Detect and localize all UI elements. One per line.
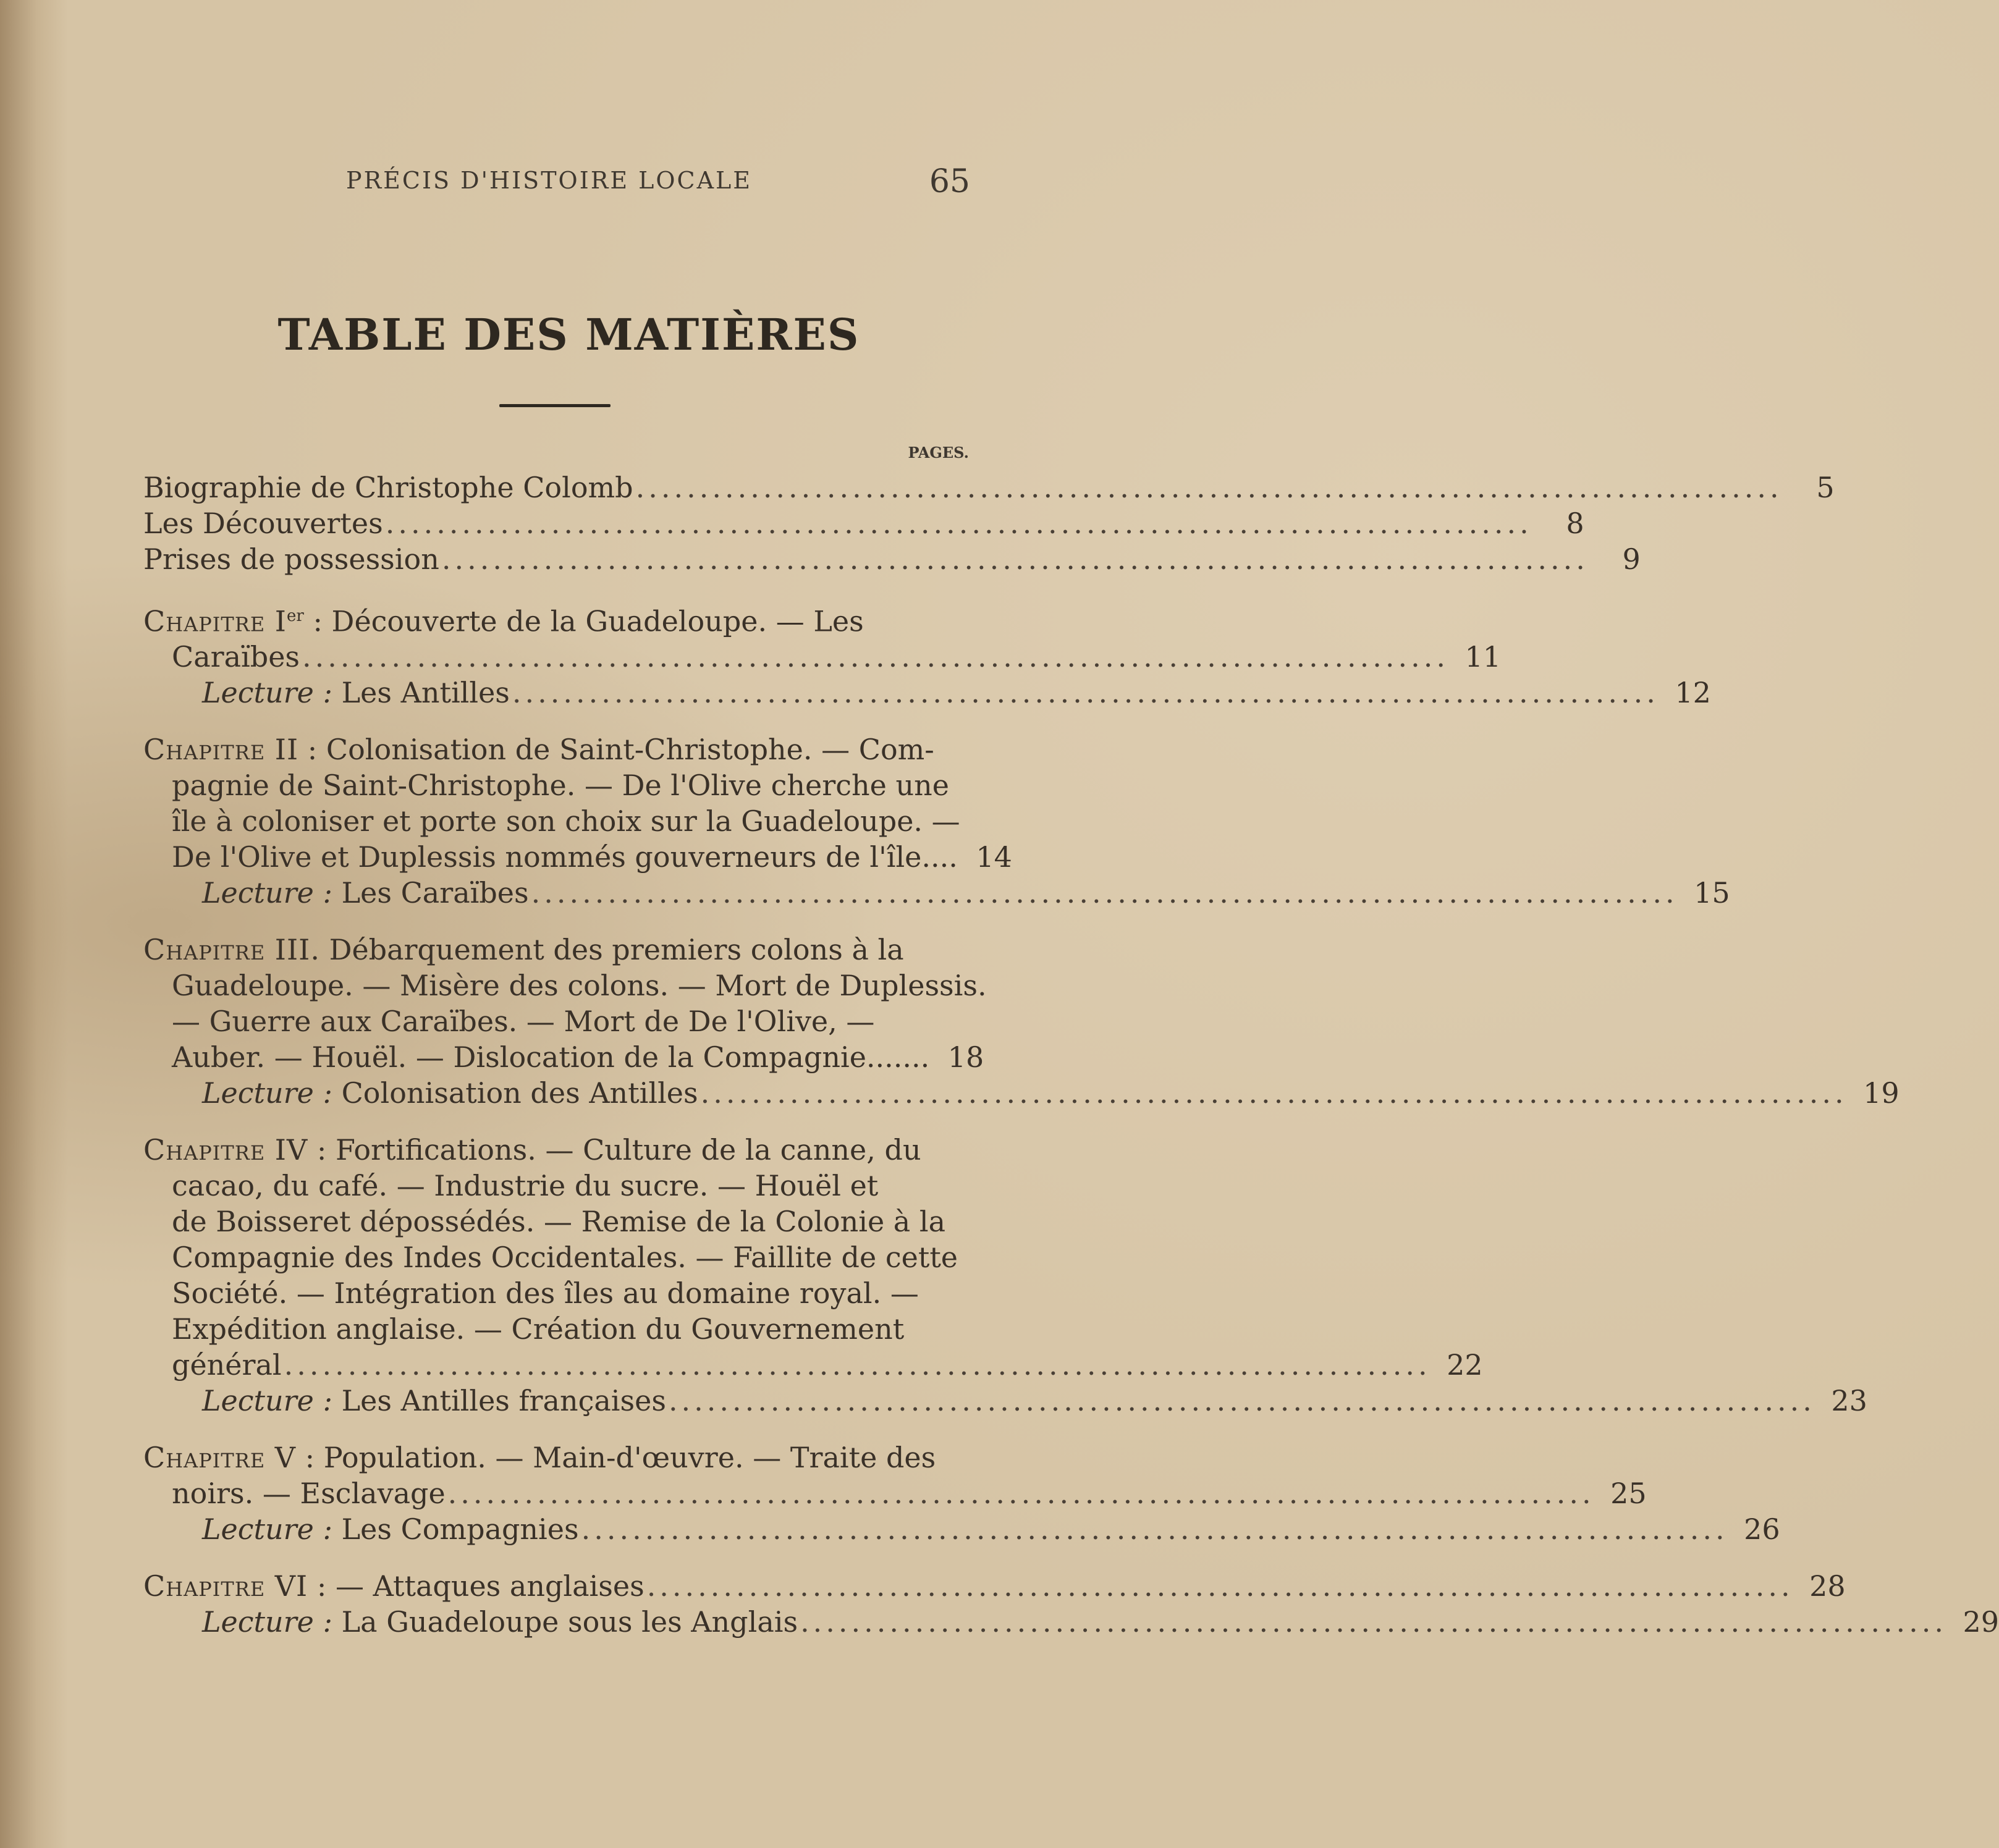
chapter-line: Guadeloupe. — Misère des colons. — Mort de Duplessis. [172,969,987,1003]
chapter-line: cacao, du café. — Industrie du sucre. — Houël et [172,1169,879,1203]
entry-title: Biographie de Christophe Colomb [143,471,633,504]
dot-leader: .......................................................................................... [385,507,1532,540]
lecture-page: 19 [1863,1076,1900,1110]
chapter-line: île à coloniser et porte son choix sur la Guadeloupe. — [172,804,960,838]
toc-entry-prises[interactable] [143,541,1641,577]
lecture-title: Les Antilles [341,676,510,710]
lecture-label: Lecture : [202,1076,332,1110]
dot-leader: .......................................................................................... [700,1076,1848,1110]
chapter-line: Débarquement des premiers colons à la [329,933,904,967]
chapter-line: — Guerre aux Caraïbes. — Mort de De l'Olive, — [172,1005,875,1039]
entry-title: Prises de possession [143,542,439,576]
chapter-label: Chapitre V [143,1441,297,1475]
toc-chapter-3[interactable] [143,932,1900,1111]
entry-page: 5 [1816,471,1835,504]
chapter-sup: er [286,607,304,625]
chapter-line: Compagnie des Indes Occidentales. — Faillite de cette [172,1241,958,1275]
chapter-page: 18 [947,1040,984,1074]
lecture-entry[interactable] [143,675,1711,711]
toc-chapter-1[interactable] [143,598,1711,711]
page-spine-shadow [0,0,68,1848]
lecture-label: Lecture : [202,676,332,710]
chapter-page: 22 [1447,1348,1483,1382]
chapter-line: pagnie de Saint-Christophe. — De l'Olive cherche une [172,769,949,803]
lecture-page: 15 [1694,876,1730,910]
lecture-entry[interactable] [143,875,1730,911]
chapter-page: 28 [1809,1569,1846,1603]
dot-leader: .......................................................................................... [531,876,1678,910]
entry-title: Les Découvertes [143,507,383,540]
toc-title: TABLE DES MATIÈRES [277,309,860,360]
chapter-label: Chapitre IV [143,1133,308,1167]
chapter-line: général [172,1348,282,1382]
running-title: PRÉCIS D'HISTOIRE LOCALE [346,167,753,194]
chapter-line: de Boisseret dépossédés. — Remise de la Colonie à la [172,1205,945,1239]
lecture-title: La Guadeloupe sous les Anglais [341,1605,798,1639]
title-rule [499,404,611,407]
lecture-entry[interactable] [143,1604,1999,1640]
entry-page: 8 [1566,507,1584,540]
lecture-title: Les Antilles françaises [341,1384,666,1418]
lecture-entry[interactable] [143,1511,1780,1547]
lecture-label: Lecture : [202,1384,332,1418]
lecture-page: 29 [1963,1605,1999,1639]
lecture-page: 26 [1744,1513,1780,1546]
dot-leader: .......................................................................................... [668,1384,1815,1418]
chapter-line: Expédition anglaise. — Création du Gouvernement [172,1312,905,1346]
lecture-title: Les Caraïbes [341,876,529,910]
toc-entry-biographie[interactable] [143,470,1835,505]
dot-leader: .......................................................................................... [284,1348,1431,1382]
chapter-label: Chapitre VI [143,1569,308,1603]
chapter-line: Société. — Intégration des îles au domaine royal. — [172,1276,919,1310]
page-header [346,163,970,204]
table-of-contents [143,470,1999,1640]
toc-entry-decouvertes[interactable] [143,505,1584,541]
chapter-page: 25 [1610,1477,1647,1511]
dot-leader: .......................................................................................... [302,640,1450,674]
page-number: 65 [929,163,970,200]
chapter-line: : Colonisation de Saint-Christophe. — Com- [307,733,934,767]
chapter-line: : — Attaques anglaises [316,1569,644,1603]
chapter-line: : Découverte de la Guadeloupe. — Les [313,604,864,638]
chapter-label: Chapitre II [143,733,299,767]
dot-leader: .......................................................................................... [646,1569,1794,1603]
lecture-entry[interactable] [143,1383,1867,1419]
toc-chapter-6[interactable] [143,1568,1999,1640]
chapter-line: De l'Olive et Duplessis nommés gouverneurs de l'île.... [172,840,958,874]
chapter-label: Chapitre III. [143,933,320,967]
entry-page: 9 [1622,542,1641,576]
toc-chapter-2[interactable] [143,732,1730,911]
lecture-entry[interactable] [143,1075,1900,1111]
lecture-title: Les Compagnies [341,1513,579,1546]
lecture-label: Lecture : [202,1605,332,1639]
chapter-line: Caraïbes [172,640,300,674]
dot-leader: .......................................................................................... [512,676,1659,710]
chapter-page: 14 [976,840,1012,874]
lecture-page: 23 [1831,1384,1867,1418]
dot-leader: .......................................................................................... [447,1477,1595,1511]
lecture-label: Lecture : [202,876,332,910]
chapter-line: Auber. — Houël. — Dislocation de la Compagnie....... [172,1040,930,1074]
pages-column-label: PAGES. [908,444,969,462]
chapter-line: noirs. — Esclavage [172,1477,446,1511]
dot-leader: .......................................................................................... [581,1513,1728,1546]
toc-chapter-5[interactable] [143,1440,1780,1547]
dot-leader: .......................................................................................... [800,1605,1948,1639]
lecture-title: Colonisation des Antilles [341,1076,698,1110]
chapter-page: 11 [1464,640,1502,674]
chapter-line: : Population. — Main-d'œuvre. — Traite des [305,1441,936,1475]
toc-chapter-4[interactable] [143,1132,1867,1419]
lecture-label: Lecture : [202,1513,332,1546]
dot-leader: .......................................................................................... [635,471,1783,504]
chapter-line: : Fortifications. — Culture de la canne, du [316,1133,921,1167]
dot-leader: .......................................................................................... [441,542,1589,576]
lecture-page: 12 [1675,676,1711,710]
chapter-label: Chapitre I [143,604,287,638]
